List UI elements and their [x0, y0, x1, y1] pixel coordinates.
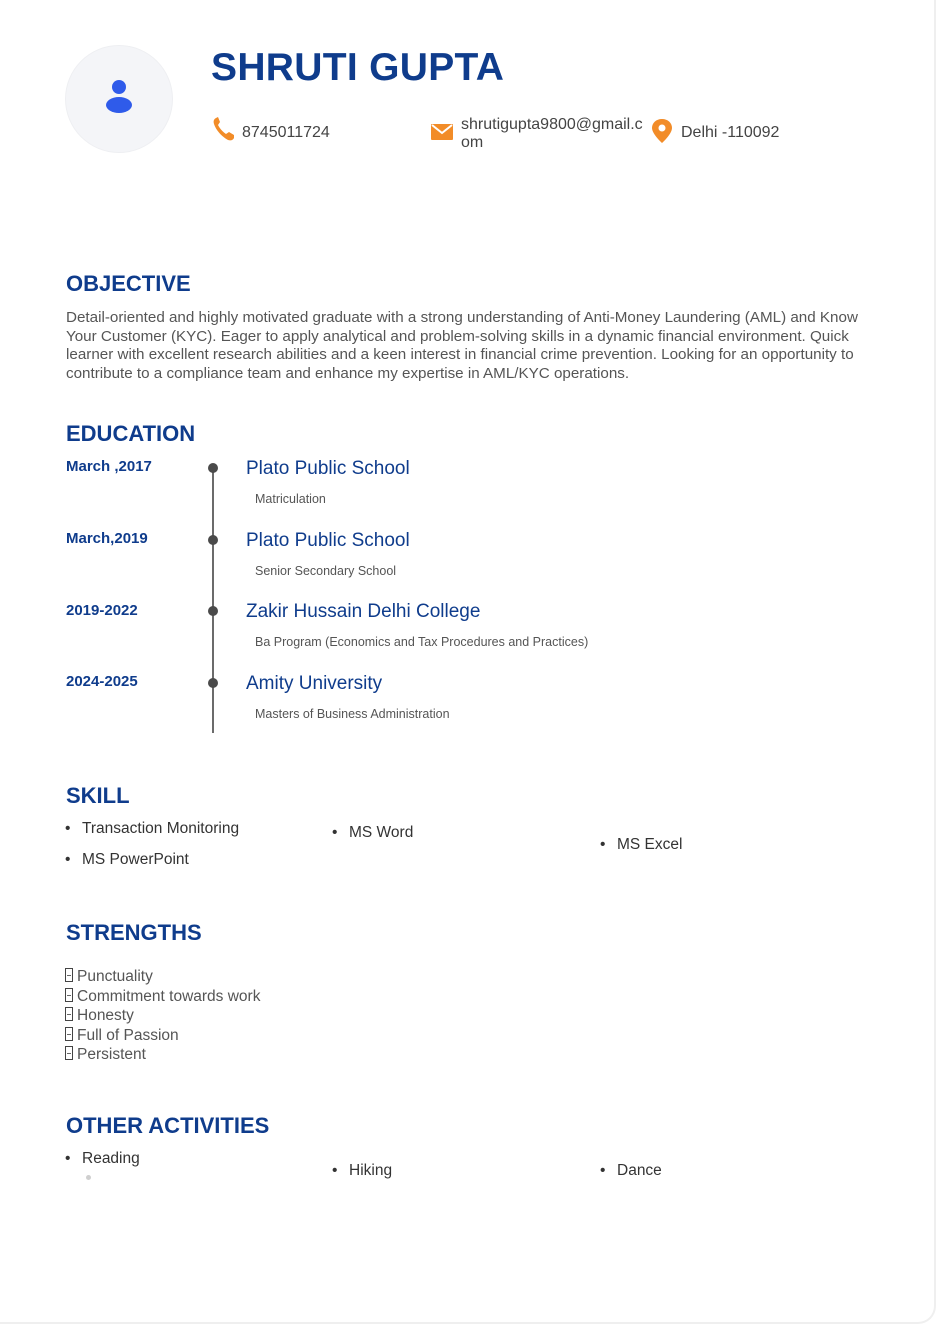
education-degree: Masters of Business Administration	[255, 707, 450, 721]
education-heading: EDUCATION	[66, 421, 196, 446]
candidate-name: SHRUTI GUPTA	[211, 46, 505, 89]
timeline-dot	[208, 463, 218, 473]
education-degree: Matriculation	[255, 492, 326, 506]
missing-glyph-icon	[65, 988, 73, 1002]
missing-glyph-icon	[65, 1027, 73, 1041]
education-degree: Ba Program (Economics and Tax Procedures and Practices)	[255, 635, 589, 649]
strength-item: Honesty	[65, 1007, 134, 1025]
skill-item: • MS Excel	[600, 836, 683, 853]
strength-item: Commitment towards work	[65, 988, 260, 1006]
education-school: Amity University	[246, 673, 383, 694]
education-timeline-line	[212, 467, 214, 733]
objective-heading: OBJECTIVE	[66, 271, 191, 296]
activity-item: • Dance	[600, 1162, 662, 1179]
education-school: Plato Public School	[246, 458, 410, 479]
missing-glyph-icon	[65, 1046, 73, 1060]
timeline-dot	[208, 535, 218, 545]
education-school: Zakir Hussain Delhi College	[246, 601, 481, 622]
education-date: 2024-2025	[66, 673, 138, 690]
skill-item: • MS Word	[332, 824, 414, 841]
timeline-dot	[208, 606, 218, 616]
phone-icon	[212, 116, 236, 142]
education-date: March ,2017	[66, 458, 152, 475]
email-icon	[430, 116, 454, 142]
skill-item: • MS PowerPoint	[65, 851, 189, 868]
missing-glyph-icon	[65, 1007, 73, 1021]
strengths-heading: STRENGTHS	[66, 920, 202, 945]
education-date: March,2019	[66, 530, 148, 547]
strength-item: Persistent	[65, 1046, 146, 1064]
skill-heading: SKILL	[66, 783, 130, 808]
skill-item: • Transaction Monitoring	[65, 820, 240, 837]
strength-item: Full of Passion	[65, 1027, 179, 1045]
scan-smudge	[86, 1175, 91, 1180]
education-degree: Senior Secondary School	[255, 564, 397, 578]
location-pin-icon	[651, 116, 673, 144]
email-address: shrutigupta9800@gmail.com	[461, 116, 643, 151]
location-text: Delhi -110092	[681, 124, 780, 141]
avatar	[66, 46, 172, 152]
objective-text: Detail-oriented and highly motivated graduate with a strong understanding of Anti-Money Laundering (AML) and Know Your Customer (KYC). Eager to apply analytical and problem-solving skills in a dynamic financial environment. Quick learner with excellent research abilities and a keen interest in financial crime prevention. Looking for an opportunity to contribute to a compliance team and enhance my expertise in AML/KYC operations.	[66, 309, 858, 382]
activities-heading: OTHER ACTIVITIES	[66, 1113, 270, 1138]
avatar-person-icon	[105, 79, 133, 115]
timeline-dot	[208, 678, 218, 688]
strength-item: Punctuality	[65, 968, 153, 986]
activity-item: • Reading	[65, 1150, 140, 1167]
activity-item: • Hiking	[332, 1162, 393, 1179]
education-date: 2019-2022	[66, 602, 138, 619]
phone-number: 8745011724	[242, 124, 330, 141]
education-school: Plato Public School	[246, 530, 410, 551]
missing-glyph-icon	[65, 968, 73, 982]
